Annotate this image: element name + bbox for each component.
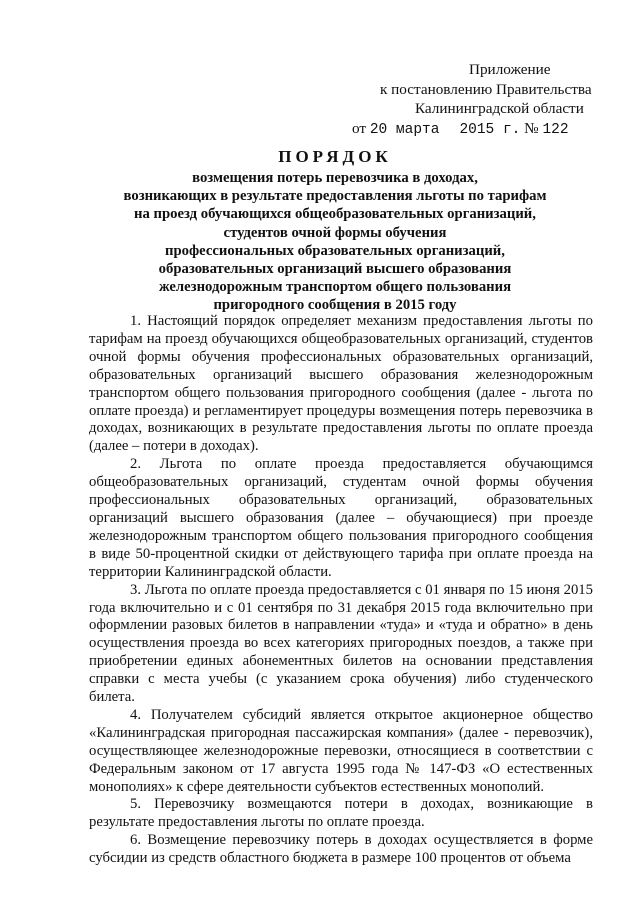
title-line: возникающих в результате предоставления льготы по тарифам [123,188,547,205]
paragraph-2: 2. Льгота по оплате проезда предоставляется обучающимся общеобразовательных организаций, студентам очной формы обучения профессиональных образовательных организаций, образовательных организаций высшего образования (далее – обучающиеся) при проезде железнодорожным транспортом общего пользования пригородного сообщения в виде 50-процентной скидки от действующего тарифа при оплате проезда на территории Калининградской области. [89,456,593,580]
title-line: студентов очной формы обучения [223,224,447,241]
paragraph-4: 4. Получателем субсидий является открытое акционерное общество «Калининградская пригородная пассажирская компания» (далее - перевозчик), осуществляющее железнодорожные перевозки, относящиеся в соответствии с Федеральным законом от 17 августа 1995 года № 147-ФЗ «О естественных монополиях» к сфере деятельности субъектов естественных монополий. [89,706,593,795]
year-value: 2015 г. [459,121,521,138]
date-value: 20 марта [369,121,440,138]
title-line: профессиональных образовательных организаций, [165,242,505,259]
resolution-reference: к постановлению Правительства [380,80,592,98]
region-name: Калининградской области [415,100,584,118]
document-header [352,60,612,140]
title-line: пригородного сообщения в 2015 году [213,297,457,314]
title-main: ПОРЯДОК [278,147,392,166]
date-prefix: от [352,119,367,137]
paragraph-6: 6. Возмещение перевозчику потерь в доходах осуществляется в форме субсидии из средств областного бюджета в размере 100 процентов от объема [89,832,593,867]
title-line: возмещения потерь перевозчика в доходах, [192,170,478,186]
title-line: железнодорожным транспортом общего пользования [158,279,512,296]
paragraph-1: 1. Настоящий порядок определяет механизм предоставления льготы по тарифам на проезд обучающихся общеобразовательных организаций, студентов очной формы обучения профессиональных образовательных организаций, образовательных организаций высшего образования железнодорожным транспортом общего пользования пригородного сообщения (далее - льгота по оплате проезда) и регламентирует процедуры возмещения потерь перевозчика в доходах, возникающих в результате предоставления льготы по оплате проезда (далее – потери в доходах). [89,313,593,455]
title-line: на проезд обучающихся общеобразовательных организаций, [134,206,536,223]
resolution-date-line [352,119,612,141]
number-prefix: № [524,119,539,137]
paragraph-5: 5. Перевозчику возмещаются потери в доходах, возникающие в результате предоставления льготы по оплате проезда. [89,796,593,831]
title-line: образовательных организаций высшего образования [158,261,512,278]
paragraph-3: 3. Льгота по оплате проезда предоставляется с 01 января по 15 июня 2015 года включительно и с 01 сентября по 31 декабря 2015 года включительно при оформлении разовых билетов в направлении «туда» и «туда и обратно» в день осуществления проезда во всех категориях пригородных поездов, а также при приобретении единых абонементных билетов на основании представления справки с места учебы (с указанием срока обучения) либо студенческого билета. [89,581,593,706]
document-title [80,146,590,315]
document-body [89,313,593,868]
appendix-label: Приложение [469,61,551,78]
resolution-number: 122 [542,121,569,138]
